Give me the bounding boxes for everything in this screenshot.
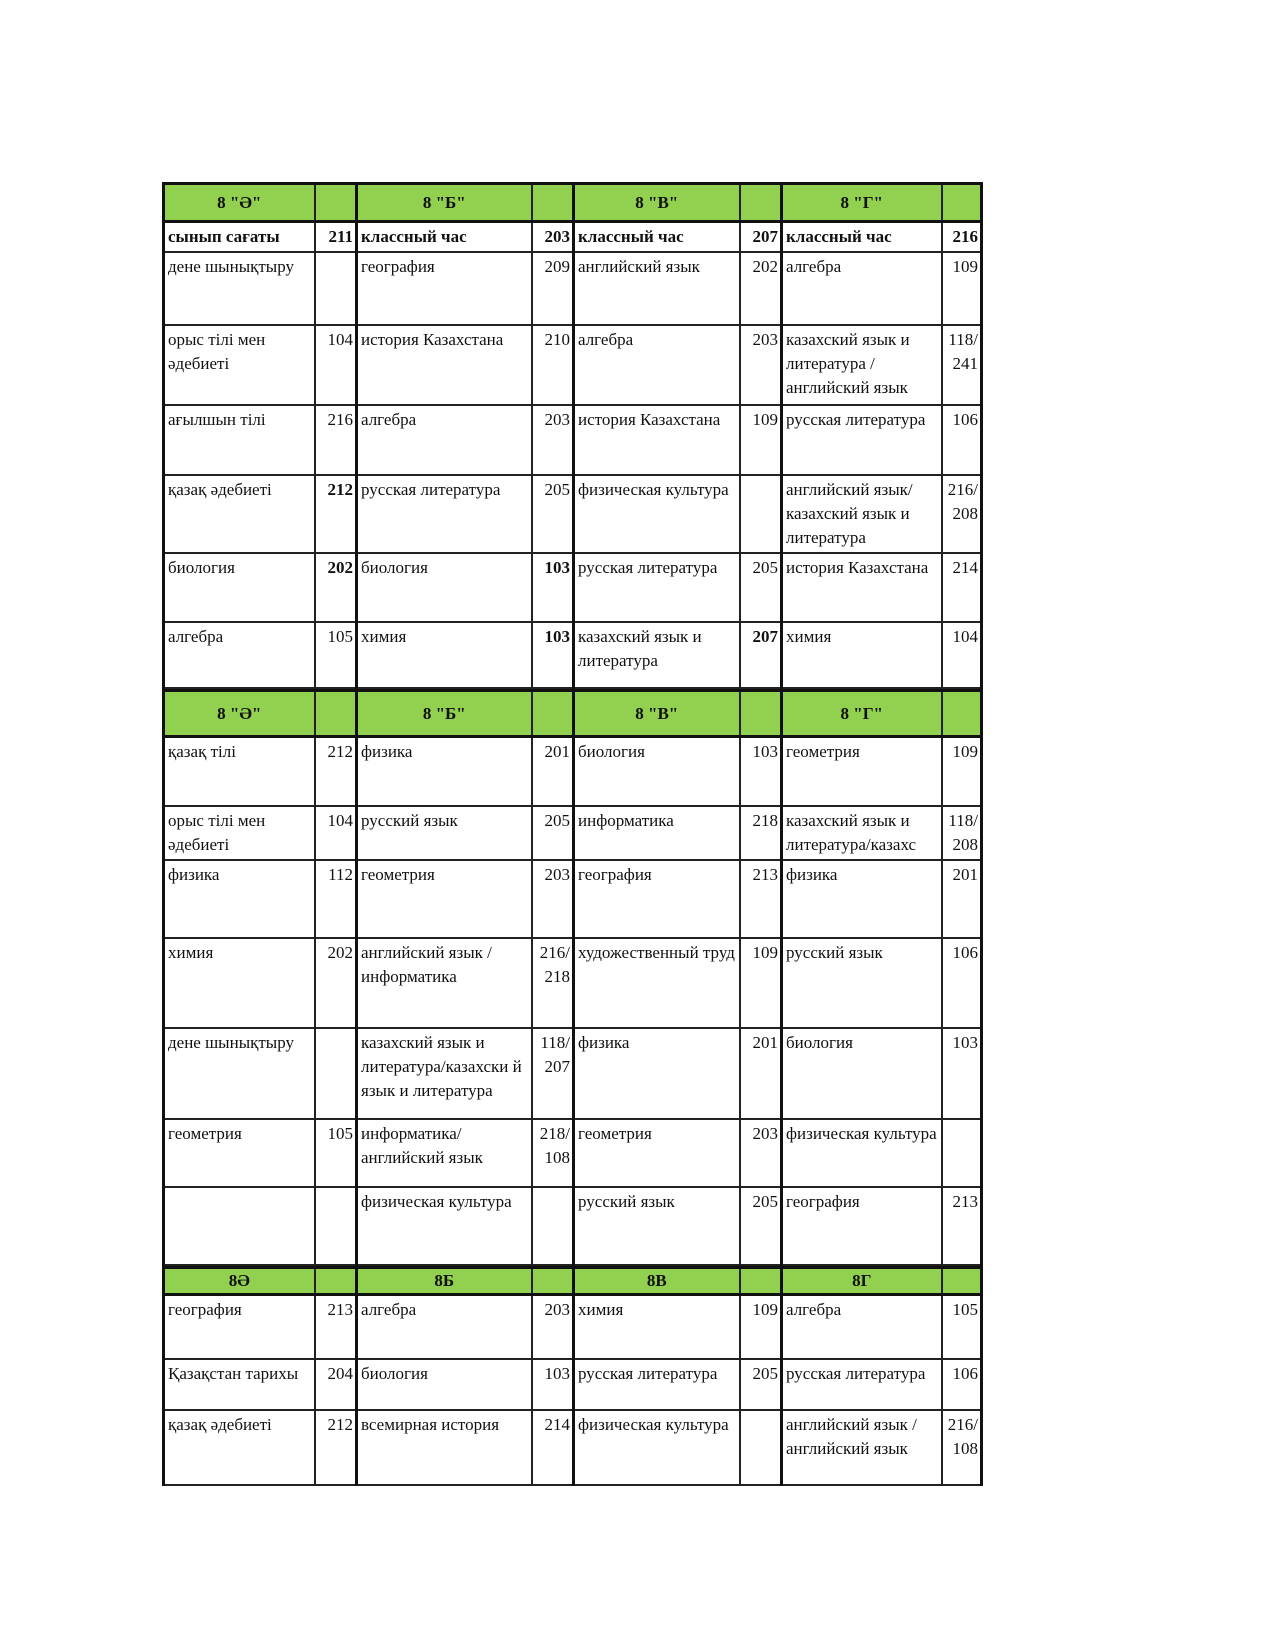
subject-cell: физическая культура (574, 475, 740, 553)
header-room-cell (942, 1267, 982, 1294)
room-number-cell (740, 475, 782, 553)
room-number-cell: 105 (942, 1294, 982, 1359)
room-number-cell: 216/ 208 (942, 475, 982, 553)
subject-cell: русский язык (357, 806, 532, 860)
header-room-cell (315, 691, 357, 737)
room-number-cell (315, 1028, 357, 1119)
room-number-cell: 209 (532, 252, 574, 325)
room-number-cell: 203 (532, 222, 574, 253)
room-number-cell: 212 (315, 1410, 357, 1485)
header-room-cell (740, 691, 782, 737)
room-number-cell: 212 (315, 475, 357, 553)
subject-cell: алгебра (574, 325, 740, 405)
subject-cell: информатика (574, 806, 740, 860)
subject-cell: русская литература (782, 405, 942, 475)
subject-cell: қазақ тілі (164, 737, 315, 806)
room-number-cell: 204 (315, 1359, 357, 1410)
room-number-cell: 104 (315, 806, 357, 860)
lesson-row (164, 222, 982, 253)
subject-cell: казахский язык и литература / английский язык (782, 325, 942, 405)
lesson-row (164, 1294, 982, 1359)
room-number-cell: 112 (315, 860, 357, 938)
subject-cell: геометрия (357, 860, 532, 938)
subject-cell: физическая культура (574, 1410, 740, 1485)
room-number-cell: 105 (315, 622, 357, 688)
subject-cell: история Казахстана (782, 553, 942, 622)
subject-cell: орыс тілі мен әдебиеті (164, 325, 315, 405)
class-name-header: 8 "В" (574, 691, 740, 737)
room-number-cell: 205 (740, 1187, 782, 1265)
room-number-cell: 205 (532, 806, 574, 860)
room-number-cell (532, 1187, 574, 1265)
subject-cell: қазақ әдебиеті (164, 475, 315, 553)
header-room-cell (532, 691, 574, 737)
subject-cell: физическая культура (782, 1119, 942, 1187)
subject-cell: русский язык (574, 1187, 740, 1265)
room-number-cell: 211 (315, 222, 357, 253)
class-name-header: 8 "Б" (357, 184, 532, 222)
subject-cell: история Казахстана (357, 325, 532, 405)
room-number-cell: 203 (532, 405, 574, 475)
subject-cell: физика (782, 860, 942, 938)
room-number-cell: 103 (740, 737, 782, 806)
subject-cell: художественный труд (574, 938, 740, 1028)
room-number-cell: 214 (532, 1410, 574, 1485)
class-name-header: 8Б (357, 1267, 532, 1294)
lesson-row (164, 1028, 982, 1119)
header-room-cell (942, 184, 982, 222)
room-number-cell: 109 (942, 252, 982, 325)
room-number-cell: 210 (532, 325, 574, 405)
lesson-row (164, 622, 982, 688)
room-number-cell: 105 (315, 1119, 357, 1187)
subject-cell: классный час (574, 222, 740, 253)
subject-cell: алгебра (782, 1294, 942, 1359)
room-number-cell: 104 (942, 622, 982, 688)
room-number-cell: 103 (532, 622, 574, 688)
subject-cell: география (782, 1187, 942, 1265)
header-room-cell (942, 691, 982, 737)
lesson-row (164, 806, 982, 860)
class-name-header: 8 "Ә" (164, 691, 315, 737)
class-header-row (164, 691, 982, 737)
room-number-cell: 109 (740, 1294, 782, 1359)
room-number-cell: 118/ 208 (942, 806, 982, 860)
subject-cell: геометрия (574, 1119, 740, 1187)
subject-cell: дене шынықтыру (164, 252, 315, 325)
subject-cell: геометрия (164, 1119, 315, 1187)
subject-cell: всемирная история (357, 1410, 532, 1485)
subject-cell: биология (357, 1359, 532, 1410)
lesson-row (164, 405, 982, 475)
subject-cell: русская литература (574, 553, 740, 622)
room-number-cell: 104 (315, 325, 357, 405)
room-number-cell: 216/ 218 (532, 938, 574, 1028)
header-room-cell (740, 1267, 782, 1294)
class-name-header: 8Г (782, 1267, 942, 1294)
lesson-row (164, 325, 982, 405)
subject-cell: биология (782, 1028, 942, 1119)
subject-cell: алгебра (164, 622, 315, 688)
room-number-cell: 214 (942, 553, 982, 622)
subject-cell: алгебра (782, 252, 942, 325)
subject-cell: қазақ әдебиеті (164, 1410, 315, 1485)
subject-cell: география (357, 252, 532, 325)
subject-cell: русская литература (782, 1359, 942, 1410)
room-number-cell: 103 (532, 1359, 574, 1410)
room-number-cell: 201 (740, 1028, 782, 1119)
class-header-row (164, 1267, 982, 1294)
room-number-cell: 205 (532, 475, 574, 553)
subject-cell: химия (164, 938, 315, 1028)
subject-cell: орыс тілі мен әдебиеті (164, 806, 315, 860)
class-name-header: 8 "Б" (357, 691, 532, 737)
lesson-row (164, 1359, 982, 1410)
room-number-cell: 218 (740, 806, 782, 860)
class-name-header: 8 "Г" (782, 184, 942, 222)
room-number-cell: 202 (740, 252, 782, 325)
subject-cell: английский язык/ казахский язык и литература (782, 475, 942, 553)
header-room-cell (315, 1267, 357, 1294)
class-header-row (164, 184, 982, 222)
room-number-cell: 118/ 241 (942, 325, 982, 405)
lesson-row (164, 475, 982, 553)
subject-cell: русская литература (357, 475, 532, 553)
class-name-header: 8Ә (164, 1267, 315, 1294)
schedule-block-2 (162, 689, 983, 1266)
class-name-header: 8 "Ә" (164, 184, 315, 222)
subject-cell: информатика/ английский язык (357, 1119, 532, 1187)
subject-cell: химия (574, 1294, 740, 1359)
subject-cell: алгебра (357, 405, 532, 475)
subject-cell: русский язык (782, 938, 942, 1028)
room-number-cell: 106 (942, 938, 982, 1028)
schedule-block-1 (162, 182, 983, 689)
room-number-cell: 109 (740, 405, 782, 475)
room-number-cell: 213 (942, 1187, 982, 1265)
subject-cell: география (574, 860, 740, 938)
room-number-cell: 218/ 108 (532, 1119, 574, 1187)
subject-cell: русская литература (574, 1359, 740, 1410)
header-room-cell (532, 184, 574, 222)
subject-cell: химия (357, 622, 532, 688)
subject-cell: казахский язык и литература (574, 622, 740, 688)
room-number-cell: 109 (740, 938, 782, 1028)
lesson-row (164, 1187, 982, 1265)
schedule (162, 182, 980, 1486)
room-number-cell: 205 (740, 1359, 782, 1410)
lesson-row (164, 938, 982, 1028)
lesson-row (164, 252, 982, 325)
lesson-row (164, 860, 982, 938)
subject-cell: физическая культура (357, 1187, 532, 1265)
room-number-cell: 201 (942, 860, 982, 938)
header-room-cell (740, 184, 782, 222)
subject-cell: ағылшын тілі (164, 405, 315, 475)
room-number-cell (315, 1187, 357, 1265)
subject-cell (164, 1187, 315, 1265)
subject-cell: геометрия (782, 737, 942, 806)
class-name-header: 8 "Г" (782, 691, 942, 737)
room-number-cell: 203 (740, 325, 782, 405)
subject-cell: биология (164, 553, 315, 622)
subject-cell: классный час (357, 222, 532, 253)
subject-cell: дене шынықтыру (164, 1028, 315, 1119)
room-number-cell: 216 (942, 222, 982, 253)
room-number-cell: 213 (740, 860, 782, 938)
subject-cell: казахский язык и литература/казахски й язык и литература (357, 1028, 532, 1119)
room-number-cell (315, 252, 357, 325)
subject-cell: английский язык / английский язык (782, 1410, 942, 1485)
room-number-cell: 201 (532, 737, 574, 806)
room-number-cell: 212 (315, 737, 357, 806)
room-number-cell: 216/ 108 (942, 1410, 982, 1485)
room-number-cell (942, 1119, 982, 1187)
room-number-cell: 213 (315, 1294, 357, 1359)
room-number-cell (740, 1410, 782, 1485)
subject-cell: биология (357, 553, 532, 622)
room-number-cell: 203 (532, 1294, 574, 1359)
room-number-cell: 103 (532, 553, 574, 622)
lesson-row (164, 1410, 982, 1485)
subject-cell: английский язык (574, 252, 740, 325)
lesson-row (164, 737, 982, 806)
header-room-cell (532, 1267, 574, 1294)
class-name-header: 8В (574, 1267, 740, 1294)
subject-cell: классный час (782, 222, 942, 253)
subject-cell: алгебра (357, 1294, 532, 1359)
subject-cell: физика (357, 737, 532, 806)
schedule-block-3 (162, 1266, 983, 1487)
room-number-cell: 207 (740, 622, 782, 688)
room-number-cell: 109 (942, 737, 982, 806)
subject-cell: английский язык / информатика (357, 938, 532, 1028)
room-number-cell: 203 (740, 1119, 782, 1187)
room-number-cell: 205 (740, 553, 782, 622)
subject-cell: география (164, 1294, 315, 1359)
room-number-cell: 118/ 207 (532, 1028, 574, 1119)
subject-cell: физика (574, 1028, 740, 1119)
room-number-cell: 207 (740, 222, 782, 253)
subject-cell: биология (574, 737, 740, 806)
room-number-cell: 216 (315, 405, 357, 475)
room-number-cell: 106 (942, 1359, 982, 1410)
subject-cell: Қазақстан тарихы (164, 1359, 315, 1410)
subject-cell: химия (782, 622, 942, 688)
room-number-cell: 202 (315, 938, 357, 1028)
subject-cell: казахский язык и литература/казахс (782, 806, 942, 860)
room-number-cell: 103 (942, 1028, 982, 1119)
room-number-cell: 203 (532, 860, 574, 938)
header-room-cell (315, 184, 357, 222)
lesson-row (164, 553, 982, 622)
lesson-row (164, 1119, 982, 1187)
room-number-cell: 106 (942, 405, 982, 475)
room-number-cell: 202 (315, 553, 357, 622)
subject-cell: сынып сағаты (164, 222, 315, 253)
subject-cell: физика (164, 860, 315, 938)
class-name-header: 8 "В" (574, 184, 740, 222)
subject-cell: история Казахстана (574, 405, 740, 475)
